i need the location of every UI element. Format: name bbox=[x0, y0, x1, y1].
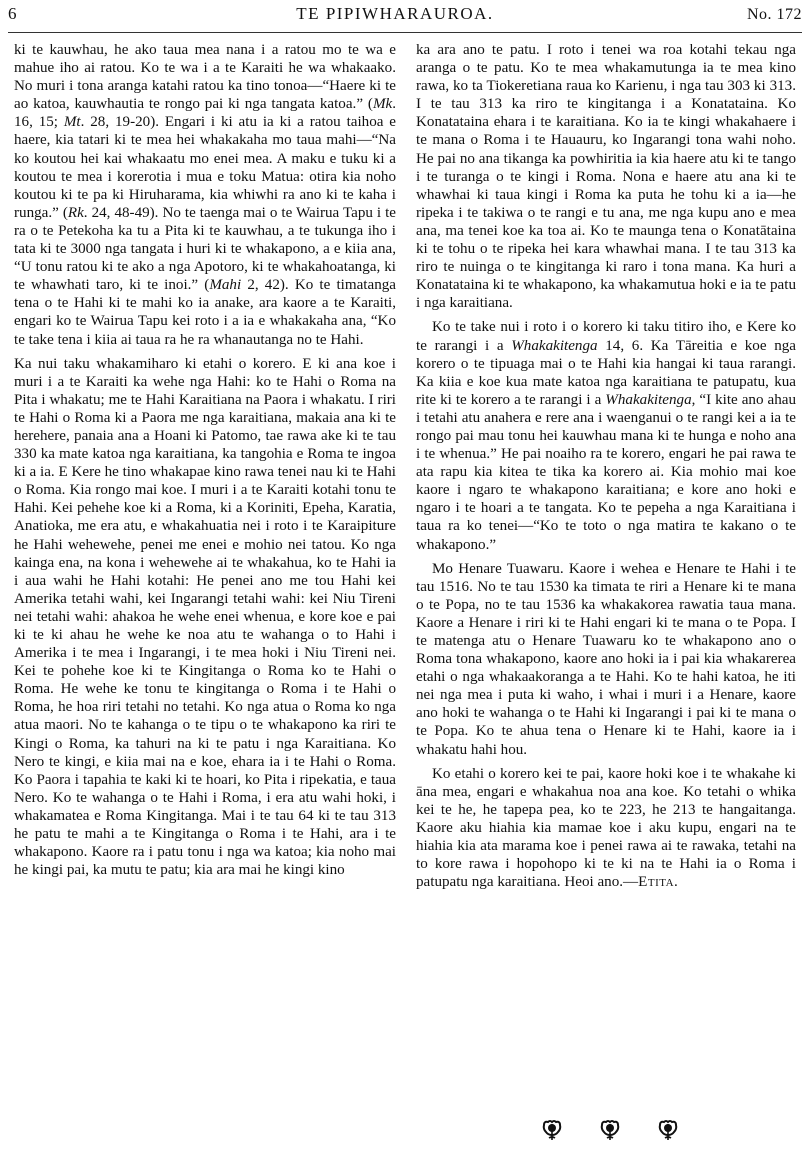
article-paragraph bbox=[416, 765, 796, 892]
publication-title: TE PIPIWHARAUROA. bbox=[296, 4, 494, 23]
column-divider bbox=[406, 40, 407, 1140]
floral-ornament-icon bbox=[540, 1118, 564, 1142]
issue-number: No. 172 bbox=[746, 6, 802, 23]
header-rule bbox=[8, 32, 802, 33]
paragraph-text: Mo Henare Tuawaru. Kaore i wehea e Henare te Hahi i te tau 1516. No te tau 1530 ka timata te riri a Henare ki te mana o te Popa, no te tau 1536 ka whakakorea rawatia taua mana. Kaore a Henare i riri ki te Hahi engari ki te mana o te Popa. I te matenga atu o Henare Tuawaru ko te whakapono ano o Roma tona whakapono, kaore ano hoki ia i pai kia whakarerea etahi o nga whakaakoranga a te Hahi. Ko te hahi katoa, he iti nei nga mea i puta ki waho, i whai i muri i a Henare, kaore ano hoki te wahanga o te Hahi ki Ingarangi i pai ki te mana o te Popa. Ko te ahua tena o Henare ki te Hahi, kaore ia i whakatu hahi hou. bbox=[416, 560, 796, 758]
italic-reference: Mahi bbox=[209, 277, 242, 294]
article-paragraph bbox=[416, 318, 796, 553]
paragraph-text: Ko te take nui i roto i o korero ki taku titiro iho, e Kere ko te rarangi i a bbox=[416, 319, 796, 354]
paragraph-text: , “I kite ano ahau i tetahi atu anahera e rere ana i waenganui o te rangi kei a ia te rongo pai mau tonu hei kauwhau mana ki te hunga e noho ana i te whenua.” He pai noaiho ra te korero, engari he pai rawa te ata rapu kia kitea te tika ka korero ai. Kia mohio mai koe kaore i ngaro te whakapono karaitiana; e kore ano hoki e ngaro i te hoari a te tangata. Ko te pepeha a nga Karaitiana i taua ra ko tenei—“Ko te toto o nga matira te kakano o te whakapono.” bbox=[416, 391, 797, 553]
left-column bbox=[14, 41, 396, 885]
closing-ornaments bbox=[540, 1118, 680, 1142]
page-number: 6 bbox=[8, 4, 17, 23]
floral-ornament-icon bbox=[656, 1118, 680, 1142]
italic-reference: Rk bbox=[67, 204, 84, 221]
paragraph-text: ka ara ano te patu. I roto i tenei wa roa kotahi tekau nga aranga o te patu. Ko te mea whakamutunga ia te mea kino rawa, ko ta Tiokeretiana raua ko Karienu, i nga tau 303 ki 313. I te tau 313 ka riro te kingitanga i a Konatataina. Ko Konatataina ehara i te karaitiana. Ko ia te kingi whakahaere i te mana o Roma i te Hauauru, ko Ingarangi tona wahi noho. He pai no ana tikanga ka powhiritia ia kia haere atu ki te tango i te turanga o te kingi i Roma. Nona e haere atu ana ki te whawhai ki taua kingi i Roma ka puta he tohu ki a ia—he ripeka i te takiwa o te rangi e tu ana, me nga kupu ano e mea ana, ma tenei koe ka toa ai. Ko te maunga tena o Konatātaina ki te tohu o te ripeka hei kara whawhai mana. I te tau 313 ka riro te nuinga o te kingitanga ki raro i tona mana. Ka huri a Konatataina ki te whakapono, ka whakamutua hoki e ia te patu i nga karaitiana. bbox=[416, 42, 796, 312]
italic-reference: Mk bbox=[372, 96, 393, 113]
paragraph-text: ki te kauwhau, he ako taua mea nana i a ratou mo te wa e mahue iho ai ratou. Ko te wa i a te Karaiti he wa whakaako. No muri i tona aranga katahi ratou ka tino tonoa—“Haere ki te ao katoa, kauwhautia te rongo pai ki nga tangata katoa.” ( bbox=[14, 42, 396, 113]
article-paragraph bbox=[14, 41, 396, 349]
paragraph-text: 14, 6. Ka Tāreitia e koe nga korero o te tipuaga mai o te Hahi kia hangai ki taua rarangi. Ka kiia e koe kua mate katoa nga karaitiana te patupatu, kua rite ki te korero a te rarangi i a bbox=[416, 337, 796, 408]
author-signature: Etita bbox=[638, 874, 675, 891]
article-paragraph bbox=[14, 355, 396, 880]
italic-reference: Whakakitenga bbox=[605, 391, 692, 408]
paragraph-text: . 28, 19-20). Engari i ki atu ia ki a ratou taihoa e haere, kia tatari ki te mea hei whakakaha mo taua mahi—“Na ko koutou hei kai whakaatu mo enei mea. A maku e tuku ki a koutou te mea i korerotia i mua e toku Matua: otira kia noho koutou ki te pa ki Hiruharama, kia whiwhi ra ano ki te kaha i runga.” ( bbox=[14, 114, 397, 221]
paragraph-text: 2, 42). Ko te timatanga tena o te Hahi ki te mahi ko ia anake, ara kaore a te Karaiti, engari ko te Wairua Tapu kei roto i a ia e whakakaha ana, “Ko te take tena i kiia ai taua ra he ra whanautanga no te Hahi. bbox=[14, 277, 396, 348]
paragraph-text: . 24, 48-49). No te taenga mai o te Wairua Tapu i te ra o te Petekoha ka tu a Pita ki te kauwhau, a te tukunga iho i tata ki te 3000 nga tangata i huri ki te whakapono, a e kiia ana, “U tonu ratou ki te ako a nga Apotoro, ki te whakahoatanga, ki te whawhati taro, ki te inoi.” ( bbox=[14, 204, 397, 294]
floral-ornament-icon bbox=[598, 1118, 622, 1142]
article-paragraph bbox=[416, 560, 796, 759]
article-paragraph bbox=[416, 41, 796, 312]
right-column bbox=[416, 41, 796, 897]
paragraph-text: . bbox=[674, 874, 678, 891]
masthead bbox=[8, 4, 802, 30]
italic-reference: Mt bbox=[63, 114, 81, 131]
italic-reference: Whakakitenga bbox=[511, 337, 598, 354]
paragraph-text: Ka nui taku whakamiharo ki etahi o korero. E ki ana koe i muri i a te Karaiti ka wehe nga Hahi: ko te Hahi o Roma na Pita i whakatu; me te Hahi Karaitiana na Paora i whakatu. I riri te Hahi o Roma ki a Paora me nga karaitiana, makaia ana ki te herehere, panaia ana a Hoani ki Patomo, tae rawa ake ki te tau 330 ka mate katoa nga karaitiana, ka tangohia e Roma te ingoa ki a ia. E Kere he tino whakapae kino rawa tenei nau ki te Hahi o Roma. Kia rongo mai koe. I muri i a te Karaiti kotahi tonu te Hahi. Kei pehehe koe ki a Roma, ki a Koriniti, Epeha, Karatia, Anatioka, me era atu, e whakahuatia nei i roto i te Karaipiture he Hahi wehewehe, penei me enei e mohio nei tatou. Ko nga kainga ena, na kona i wehewehe ai te whakahua, ko te Hahi ia i aua wahi he Hahi kotahi: He penei ano me tou Hahi kei Amerika tetahi wahi, kei Ingarangi tetahi wahi: kei Niu Tireni nei tetahi wahi: ahakoa he wehe enei whenua, e kore koe e pai ki te ki ahau he wehe ke noa atu te wahanga o to Hahi i Amerika i te mea i Ingarangi, i te mea hoki i Niu Tireni nei. Kei te pohehe koe ki te Kingitanga o Roma ko te Hahi o Roma. He wehe ke tonu te kingitanga o Roma i te Hahi o Roma, he hoa riri tetahi no tetahi. Ko nga atua o Roma ko nga atua maori. No te kahanga o te tipu o te whakapono ka riri te Kingi o Roma, ka tahuri na ki te patu i nga Karaitiana. Ko Nero te kingi, e kiia mai na e koe, ehara ia i te Hahi o Roma. Ko Paora i tapahia te kaki ki te hoari, ko Pita i ripekatia, e taua Nero. Ko te wahanga o te Hahi i Roma, i era atu wahi hoki, i whakamatea e Roma Kingitanga. Mai i te tau 64 ki te tau 313 he patu te mahi a te Kingitanga o Roma i te Hahi, ara i te whakapono. Kaore ra i patu tonu i nga wa katoa; kia noho mai he kingi pai, ka mutu te patu; kia ara mai he kingi kino bbox=[14, 355, 396, 879]
paragraph-text: Ko etahi o korero kei te pai, kaore hoki koe i te whakahe ki āna mea, engari e whakahua noa ana koe. Ko tetahi o whika kei te he, he tapepa pea, ko te 223, he 213 te hangaitanga. Kaore aku hiahia kia mamae koe i aku kupu, engari na te hiahia kia ata marama koe i penei rawa ai te rawaka, tetahi na to kore rawa i hopohopo ki te ki na te Hahi ia o Roma i patupatu nga karaitiana. Heoi ano.— bbox=[416, 765, 796, 891]
paragraph-text: . 16, 15; bbox=[14, 96, 396, 131]
